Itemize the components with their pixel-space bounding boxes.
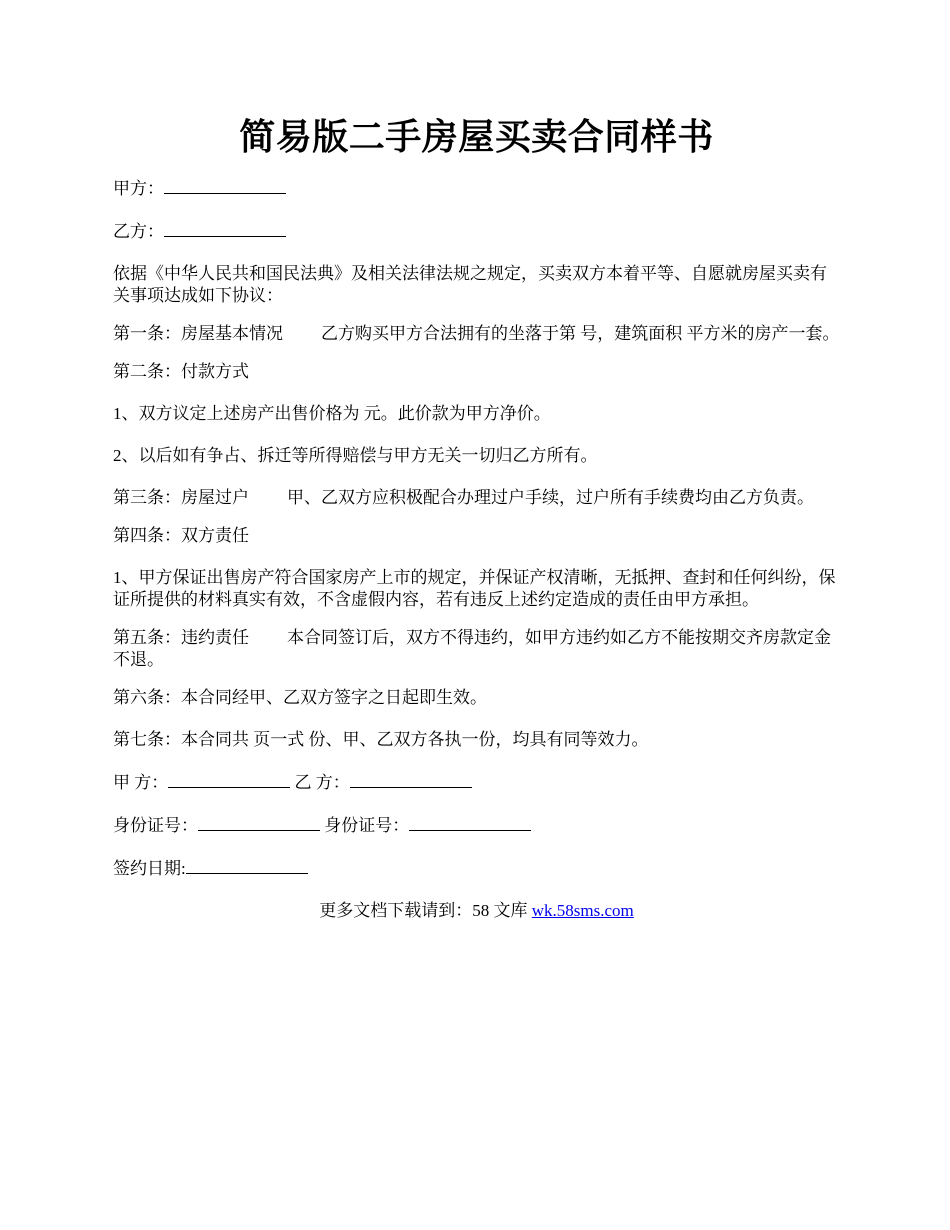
article-4-heading: 第四条：双方责任	[113, 526, 249, 545]
sign-id-b-blank	[409, 814, 531, 831]
intro-paragraph: 依据《中华人民共和国民法典》及相关法律法规之规定，买卖双方本着平等、自愿就房屋买卖有关事项达成如下协议：	[113, 264, 827, 305]
document-title: 简易版二手房屋买卖合同样书	[239, 117, 714, 157]
sign-party-a-blank	[168, 771, 290, 788]
article-5-heading: 第五条：违约责任	[113, 628, 249, 647]
article-5	[113, 627, 840, 671]
article-1	[113, 323, 840, 345]
sign-date-blank	[186, 857, 308, 874]
signature-party-line	[113, 771, 840, 794]
party-b-line	[113, 220, 840, 243]
sign-id-b-label: 身份证号：	[324, 816, 410, 835]
signature-id-line	[113, 814, 840, 837]
article-2-item-2: 2、以后如有争占、拆迁等所得赔偿与甲方无关一切归乙方所有。	[113, 446, 598, 465]
sign-date-label: 签约日期:	[113, 859, 186, 878]
footer-text: 更多文档下载请到：58 文库	[319, 901, 532, 920]
article-1-body: 乙方购买甲方合法拥有的坐落于第 号，建筑面积 平方米的房产一套。	[321, 324, 840, 343]
article-2-heading: 第二条：付款方式	[113, 362, 249, 381]
article-1-heading: 第一条：房屋基本情况	[113, 324, 283, 343]
article-3-body: 甲、乙双方应积极配合办理过户手续，过户所有手续费均由乙方负责。	[287, 488, 814, 507]
sign-party-b-label: 乙 方：	[294, 773, 350, 792]
sign-party-a-label: 甲 方：	[113, 773, 169, 792]
sign-party-b-blank	[350, 771, 472, 788]
party-a-label: 甲方：	[113, 179, 164, 198]
article-4-item-1: 1、甲方保证出售房产符合国家房产上市的规定，并保证产权清晰，无抵押、查封和任何纠纷，保证所提供的材料真实有效，不含虚假内容，若有违反上述约定造成的责任由甲方承担。	[113, 568, 836, 609]
footer-line	[113, 900, 840, 922]
party-b-label: 乙方：	[113, 222, 164, 241]
sign-id-a-label: 身份证号：	[113, 816, 198, 835]
article-7: 第七条：本合同共 页一式 份、甲、乙双方各执一份，均具有同等效力。	[113, 730, 649, 749]
document-page	[113, 0, 840, 922]
footer-link[interactable]: wk.58sms.com	[531, 901, 634, 920]
party-a-blank	[164, 177, 286, 194]
party-b-blank	[164, 220, 286, 237]
article-3	[113, 487, 840, 509]
party-a-line	[113, 177, 840, 200]
article-3-heading: 第三条：房屋过户	[113, 488, 249, 507]
sign-id-a-blank	[198, 814, 320, 831]
article-2-item-1: 1、双方议定上述房产出售价格为 元。此价款为甲方净价。	[113, 404, 551, 423]
signature-date-line	[113, 857, 840, 880]
article-5-body: 本合同签订后，双方不得违约，如甲方违约如乙方不能按期交齐房款定金不退。	[113, 628, 831, 669]
article-6: 第六条：本合同经甲、乙双方签字之日起即生效。	[113, 688, 487, 707]
